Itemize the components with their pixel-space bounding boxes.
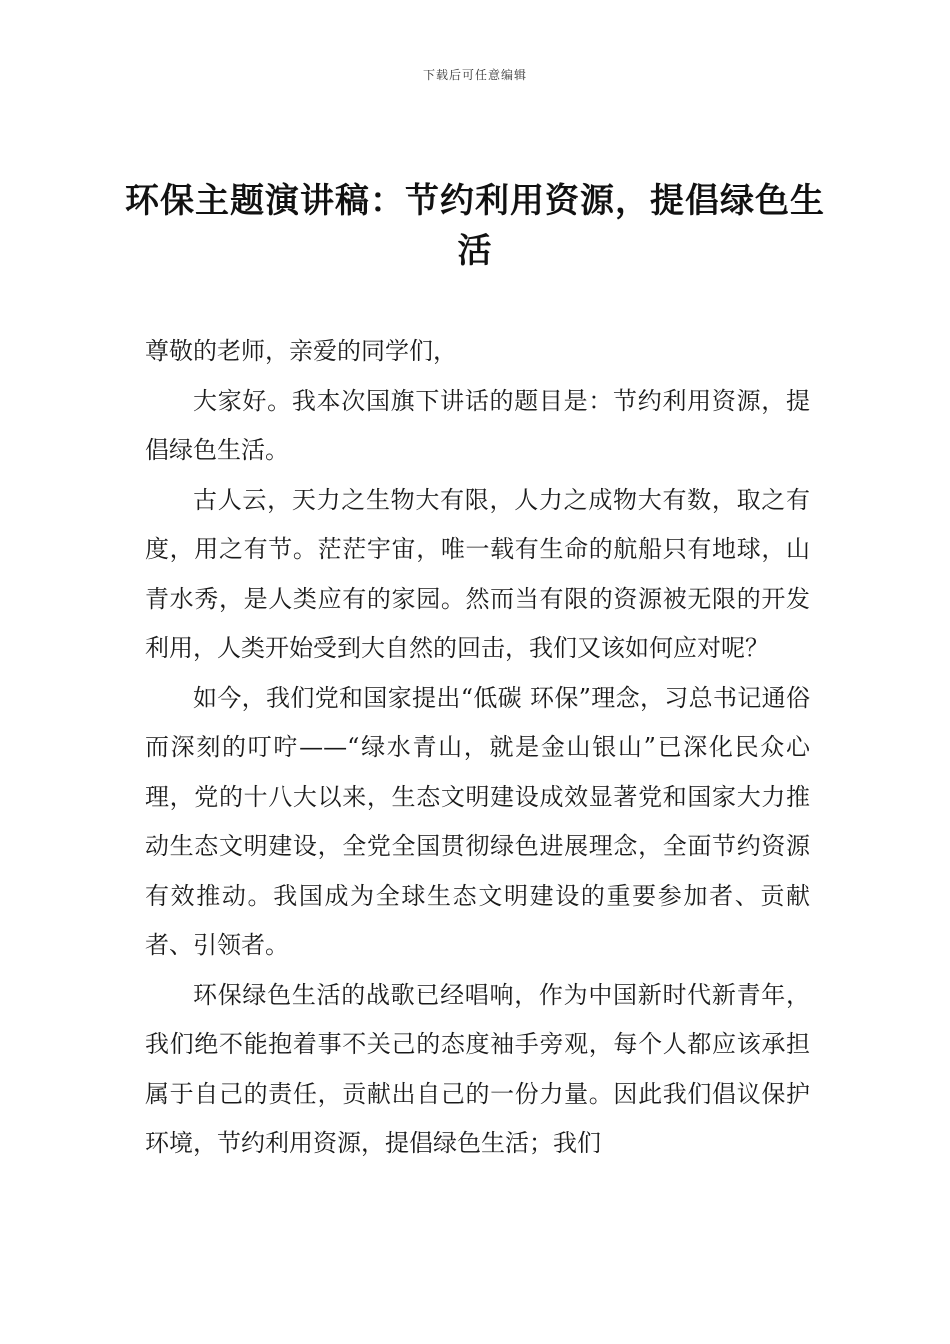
salutation: 尊敬的老师，亲爱的同学们， (145, 337, 457, 365)
paragraph-2: 古人云，天力之生物大有限，人力之成物大有数，取之有度，用之有节。茫茫宇宙，唯一载有生命的航船只有地球，山青水秀，是人类应有的家园。然而当有限的资源被无限的开发利用，人类开始受到大自然的回击，我们又该如何应对呢？ (145, 485, 810, 662)
paragraph-3: 如今，我们党和国家提出“低碳 环保”理念，习总书记通俗而深刻的叮咛——“绿水青山，就是金山银山”已深化民众心理，党的十八大以来，生态文明建设成效显著党和国家大力推动生态文明建设，全党全国贯彻绿色进展理念，全面节约资源有效推动。我国成为全球生态文明建设的重要参加者、贡献者、引领者。 (145, 683, 810, 959)
paragraph-1: 大家好。我本次国旗下讲话的题目是：节约利用资源，提倡绿色生活。 (145, 386, 810, 464)
paragraph-4: 环保绿色生活的战歌已经唱响，作为中国新时代新青年，我们绝不能抱着事不关己的态度袖手旁观，每个人都应该承担属于自己的责任，贡献出自己的一份力量。因此我们倡议保护环境，节约利用资源，提倡绿色生活；我们 (145, 980, 810, 1157)
header-note: 下载后可任意编辑 (422, 68, 527, 82)
document-body (145, 327, 810, 1169)
document-title: 环保主题演讲稿：节约利用资源，提倡绿色生活 (125, 181, 825, 271)
